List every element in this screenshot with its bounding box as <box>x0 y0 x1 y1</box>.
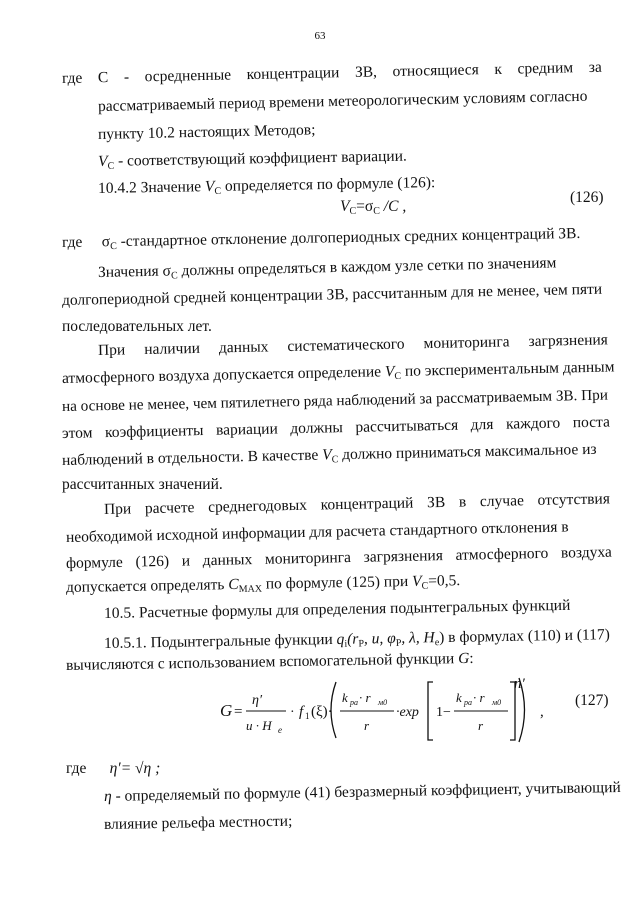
formula-eq: = <box>234 704 243 720</box>
text-line-11: При наличии данных систематического мониторинга загрязнения <box>97 331 609 359</box>
formula-xi: (ξ)· <box>311 704 333 720</box>
text-line-18: необходимой исходной информации для расчета стандартного отклонения в <box>65 518 569 546</box>
formula-den2: r <box>364 718 370 733</box>
formula-num3: k <box>456 690 462 705</box>
formula-dot: · <box>290 705 295 720</box>
formula-den1: u · H <box>246 718 272 733</box>
text-line-2: рассматриваемый период времени метеорологическим условиям согласно <box>97 87 588 115</box>
text-line-19: формуле (126) и данных мониторинга загрязнения атмосферного воздуха <box>65 543 612 572</box>
text-line-8: Значения $\sigma_C$ должны определяться в каждом узле сетки по значениям <box>97 254 557 282</box>
formula-num3-sub: pa <box>464 698 472 707</box>
text-line-20: допускается определять $C_{MAX}$ по формуле (125) при $V_C=0,5$. <box>65 572 461 596</box>
formula-f1-sub: 1 <box>305 711 310 721</box>
formula-num1: η′ <box>252 693 263 708</box>
formula-comma: , <box>540 704 544 720</box>
section-heading-10-5: 10.5. Расчетные формулы для определения подынтегральных функций <box>103 596 571 622</box>
text-line-25: где η′= √η ; <box>66 760 161 777</box>
equation-126: $V_C=\sigma_C$ /C , <box>340 198 407 217</box>
formula-den3: r <box>478 718 484 733</box>
equation-126-number: (126) <box>570 189 604 206</box>
text-line-15: наблюдений в отдельности. В качестве $V_C$ должно приниматься максимальное из <box>61 440 597 469</box>
text-line-3: пункту 10.2 настоящих Методов; <box>97 121 316 143</box>
text-line-26: η - определяемый по формуле (41) безразмерный коэффициент, учитывающий <box>103 778 621 805</box>
formula-num2-sub2: м0 <box>378 698 388 707</box>
page-number: 63 <box>314 30 326 42</box>
formula-num2-mid: · r <box>359 690 371 705</box>
formula-num2: k <box>342 690 348 705</box>
text-line-5: 10.4.2 Значение $V_C$ определяется по формуле (126): <box>97 174 436 197</box>
text-line-9: долгопериодной средней концентрации ЗВ, рассчитанным для не менее, чем пяти <box>61 280 603 309</box>
text-line-14: этом коэффициенты вариации должны рассчитываться для каждого поста <box>61 413 611 442</box>
equation-127 <box>0 660 640 760</box>
text-line-13: на основе не менее, чем пятилетнего ряда наблюдений за рассматриваемым ЗВ. При <box>61 386 609 415</box>
formula-num3-sub2: м0 <box>492 698 502 707</box>
formula-power: n′ <box>514 676 525 692</box>
text-line-23: вычисляются с использованием вспомогательной функции G: <box>65 649 474 674</box>
formula-num2-sub: pa <box>350 698 358 707</box>
formula-G: G <box>220 701 233 720</box>
bracket-left <box>428 682 433 740</box>
formula-f1: f <box>299 704 304 720</box>
text-line-10: последовательных лет. <box>62 318 212 335</box>
text-line-12: атмосферного воздуха допускается определение $V_C$ по экспериментальным данным <box>61 358 615 387</box>
text-line-7: где $\sigma_C$ -стандартное отклонение долгопериодных средних концентраций ЗВ. <box>61 224 581 253</box>
formula-den1-sub: e <box>278 725 282 735</box>
formula-num3-mid: · r <box>473 690 485 705</box>
formula-one: 1− <box>436 705 451 720</box>
formula-exp: ·exp <box>396 705 419 720</box>
text-line-27: влияние рельефа местности; <box>103 812 293 833</box>
text-line-16: рассчитанных значений. <box>62 476 223 493</box>
equation-127-number: (127) <box>575 692 609 709</box>
text-line-1: где С - осредненные концентрации ЗВ, относящиеся к средним за <box>61 58 602 87</box>
text-line-4: $V_C$ - соответствующий коэффициент вариации. <box>97 147 407 172</box>
text-line-17: При расчете среднегодовых концентраций ЗВ в случае отсутствия <box>103 490 611 518</box>
text-line-22: 10.5.1. Подынтегральные функции $q_i(r_P$, u, $\varphi_P$, λ, $H_e$) в формулах (110) и (117) <box>103 626 610 652</box>
